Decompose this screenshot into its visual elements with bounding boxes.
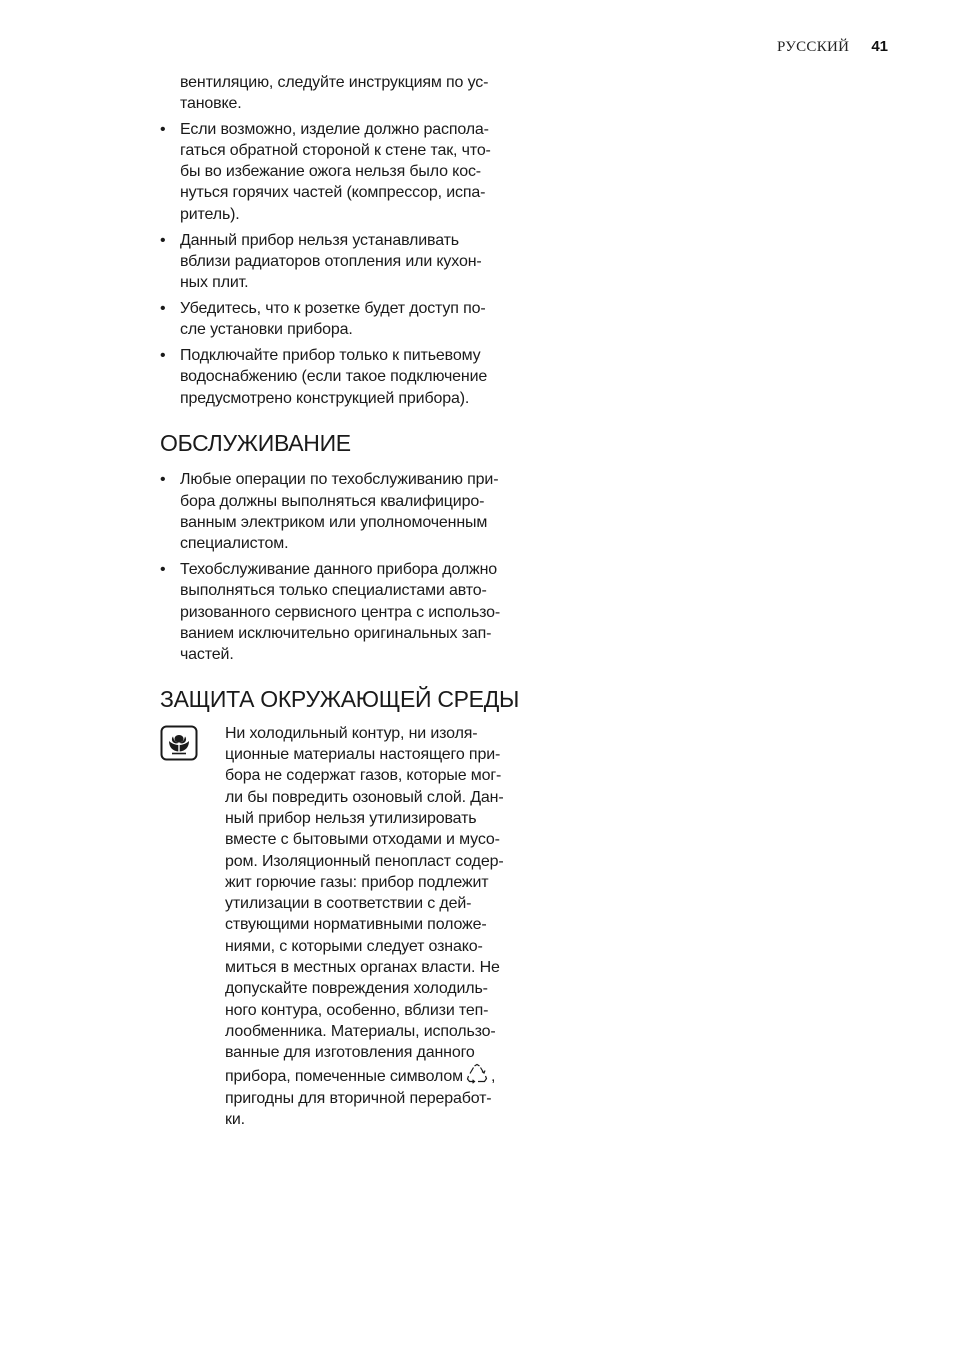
maintenance-section-title: ОБСЛУЖИВАНИЕ — [160, 429, 351, 456]
list-item-text: Подключайте прибор только к питьевому водоснабжению (если такое подключение предусмотрено конструкцией прибора). — [180, 347, 488, 407]
page-number: 41 — [871, 38, 888, 55]
list-item — [160, 469, 520, 554]
list-item — [160, 345, 520, 409]
list-item — [160, 230, 520, 294]
environment-block — [160, 723, 520, 1131]
main-column — [160, 72, 520, 1130]
bullet-mark: • — [160, 560, 166, 578]
environment-section-title: ЗАЩИТА ОКРУЖАЮЩЕЙ СРЕДЫ — [160, 686, 520, 713]
bullet-mark: • — [160, 231, 166, 249]
language-label: РУССКИЙ — [776, 39, 850, 55]
list-item — [160, 119, 520, 225]
list-item — [160, 559, 520, 665]
bullet-mark: • — [160, 347, 166, 365]
bullet-mark: • — [160, 471, 166, 489]
list-item-text: Любые операции по техобслуживанию при- бора должны выполняться квалифициро- ванным электриком или уполномоченным специалистом. — [180, 471, 499, 553]
install-bullet-list — [160, 119, 520, 409]
list-item-text: Убедитесь, что к розетке будет доступ по- сле установки прибора. — [180, 299, 486, 339]
page-header — [777, 38, 888, 56]
environment-text-main: Ни холодильный контур, ни изоля- ционные материалы настоящего при- бора не содержат газов, которые мог- ли бы повредить озоновый слой. Дан- ный прибор нельзя утилизировать вместе с бытовыми отходами и мусо- ром. Изоляционный пенопласт содер- жит горючие газы: прибор подлежит утилизации в соответствии с дей- ствующими нормативными положе- ниями, с которыми следует ознако- миться в местных органах власти. Не допускайте повреждения холодиль- ного контура, особенно, вблизи теп- лообменника. Материалы, использо- ванные для изготовления данного прибора, помеченные символом — [225, 724, 504, 1086]
bullet-mark: • — [160, 299, 166, 317]
list-item-text: Данный прибор нельзя устанавливать вблизи радиаторов отопления или кухон- ных плит. — [180, 231, 482, 292]
list-item — [160, 298, 520, 341]
list-item-text: Техобслуживание данного прибора должно выполняться только специалистами авто- ризованного сервисного центра с использо- ванием исключительно оригинальных зап- частей. — [180, 560, 501, 664]
list-item-text: Если возможно, изделие должно распола- гаться обратной стороной к стене так, что- бы во избежание ожога нельзя было кос- нуться горячих частей (компрессор, испа- ритель). — [180, 120, 491, 223]
maintenance-bullet-list — [160, 469, 520, 665]
recycle-icon — [465, 1063, 489, 1085]
bullet-mark: • — [160, 120, 166, 138]
eco-flower-icon — [160, 725, 198, 761]
environment-text — [225, 723, 520, 1131]
environment-text-end: , пригодны для вторичной переработ- ки. — [225, 1068, 496, 1129]
install-continuation-text: вентиляцию, следуйте инструкциям по ус- тановке. — [180, 74, 489, 113]
